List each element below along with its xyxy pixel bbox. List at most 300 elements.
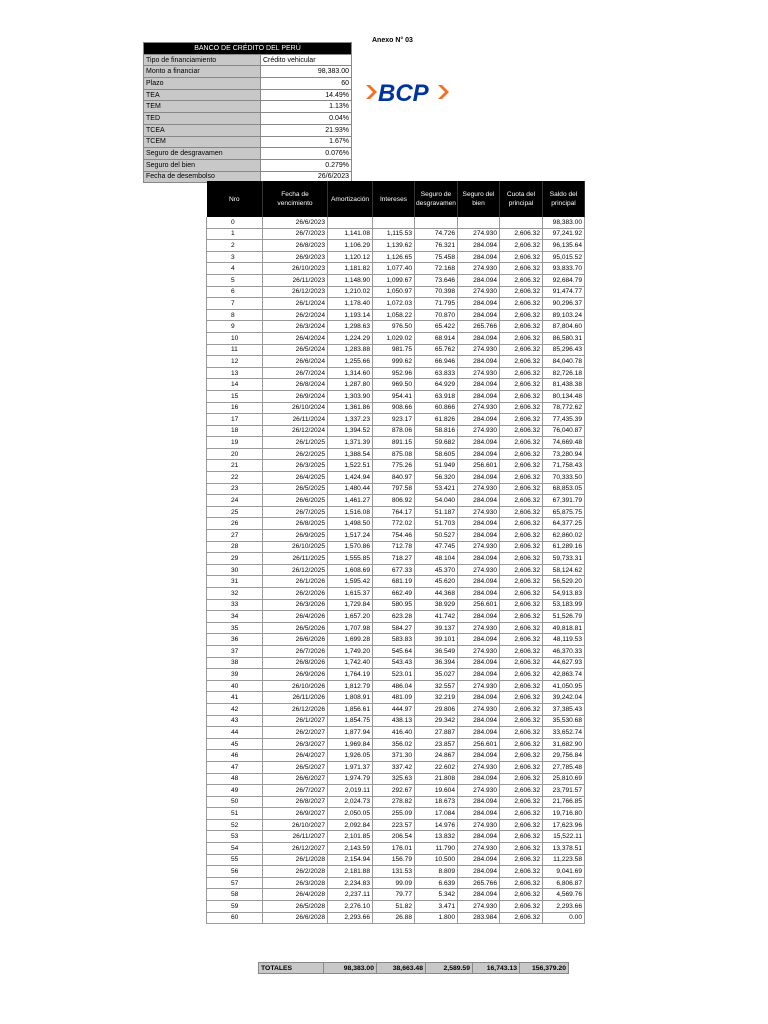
cell-interest: 976.50 bbox=[373, 321, 415, 333]
cell-balance: 67,391.79 bbox=[543, 495, 585, 507]
cell-installment: 2,606.32 bbox=[500, 541, 543, 553]
cell-due-date: 26/12/2024 bbox=[263, 425, 328, 437]
cell-balance: 49,818.81 bbox=[543, 622, 585, 634]
cell-nro: 60 bbox=[207, 912, 263, 924]
summary-row bbox=[144, 113, 352, 125]
cell-interest: 1,077.40 bbox=[373, 263, 415, 275]
table-row bbox=[207, 332, 585, 344]
cell-asset-insurance: 284.094 bbox=[458, 727, 500, 739]
cell-life-insurance: 36.394 bbox=[415, 657, 458, 669]
amortization-schedule bbox=[206, 181, 585, 924]
cell-due-date: 26/2/2026 bbox=[263, 588, 328, 600]
table-row bbox=[207, 564, 585, 576]
cell-nro: 13 bbox=[207, 367, 263, 379]
cell-installment: 2,606.32 bbox=[500, 634, 543, 646]
cell-asset-insurance: 256.601 bbox=[458, 738, 500, 750]
cell-life-insurance: 71.795 bbox=[415, 298, 458, 310]
cell-installment: 2,606.32 bbox=[500, 599, 543, 611]
cell-interest: 176.01 bbox=[373, 843, 415, 855]
cell-amortization: 1,210.02 bbox=[328, 286, 373, 298]
cell-life-insurance: 48.104 bbox=[415, 553, 458, 565]
cell-asset-insurance: 274.930 bbox=[458, 541, 500, 553]
cell-life-insurance: 61.826 bbox=[415, 414, 458, 426]
summary-label: TED bbox=[144, 113, 261, 125]
cell-nro: 7 bbox=[207, 298, 263, 310]
cell-installment: 2,606.32 bbox=[500, 367, 543, 379]
summary-value: 21.93% bbox=[261, 124, 352, 136]
summary-value: 0.076% bbox=[261, 148, 352, 160]
cell-due-date: 26/4/2025 bbox=[263, 472, 328, 484]
cell-nro: 6 bbox=[207, 286, 263, 298]
cell-interest: 79.77 bbox=[373, 889, 415, 901]
cell-life-insurance: 27.887 bbox=[415, 727, 458, 739]
cell-asset-insurance bbox=[458, 217, 500, 228]
cell-installment: 2,606.32 bbox=[500, 240, 543, 252]
cell-interest: 677.33 bbox=[373, 564, 415, 576]
cell-installment: 2,606.32 bbox=[500, 912, 543, 924]
cell-asset-insurance: 284.094 bbox=[458, 611, 500, 623]
cell-life-insurance: 32.557 bbox=[415, 680, 458, 692]
table-row bbox=[207, 669, 585, 681]
cell-life-insurance: 70.870 bbox=[415, 309, 458, 321]
cell-asset-insurance: 284.094 bbox=[458, 773, 500, 785]
cell-installment: 2,606.32 bbox=[500, 506, 543, 518]
cell-nro: 40 bbox=[207, 680, 263, 692]
cell-asset-insurance: 284.094 bbox=[458, 588, 500, 600]
cell-nro: 19 bbox=[207, 437, 263, 449]
cell-balance: 11,223.58 bbox=[543, 854, 585, 866]
cell-life-insurance: 45.370 bbox=[415, 564, 458, 576]
cell-balance: 91,474.77 bbox=[543, 286, 585, 298]
cell-due-date: 26/4/2028 bbox=[263, 889, 328, 901]
cell-amortization: 1,657.20 bbox=[328, 611, 373, 623]
cell-asset-insurance: 274.930 bbox=[458, 843, 500, 855]
cell-installment: 2,606.32 bbox=[500, 298, 543, 310]
cell-amortization: 1,971.37 bbox=[328, 761, 373, 773]
cell-life-insurance: 23.857 bbox=[415, 738, 458, 750]
cell-life-insurance: 29.806 bbox=[415, 703, 458, 715]
cell-amortization: 1,120.12 bbox=[328, 251, 373, 263]
cell-balance: 2,293.66 bbox=[543, 901, 585, 913]
cell-interest: 1,058.22 bbox=[373, 309, 415, 321]
summary-value: Crédito vehicular bbox=[261, 54, 352, 66]
cell-interest: 51.82 bbox=[373, 901, 415, 913]
cell-installment: 2,606.32 bbox=[500, 808, 543, 820]
cell-life-insurance: 18.673 bbox=[415, 796, 458, 808]
cell-asset-insurance: 256.601 bbox=[458, 599, 500, 611]
cell-interest: 797.58 bbox=[373, 483, 415, 495]
cell-asset-insurance: 265.766 bbox=[458, 877, 500, 889]
logo-left-chevron-icon bbox=[366, 85, 377, 99]
table-row bbox=[207, 217, 585, 228]
logo-text: BCP bbox=[378, 80, 429, 107]
cell-amortization: 1,595.42 bbox=[328, 576, 373, 588]
table-row bbox=[207, 495, 585, 507]
cell-nro: 20 bbox=[207, 448, 263, 460]
cell-balance: 13,378.51 bbox=[543, 843, 585, 855]
table-row bbox=[207, 274, 585, 286]
cell-balance: 54,913.83 bbox=[543, 588, 585, 600]
cell-balance: 86,580.31 bbox=[543, 332, 585, 344]
cell-due-date: 26/12/2023 bbox=[263, 286, 328, 298]
cell-interest: 278.82 bbox=[373, 796, 415, 808]
cell-interest: 584.27 bbox=[373, 622, 415, 634]
cell-balance: 37,385.43 bbox=[543, 703, 585, 715]
cell-nro: 16 bbox=[207, 402, 263, 414]
cell-balance: 77,435.39 bbox=[543, 414, 585, 426]
cell-asset-insurance: 284.094 bbox=[458, 576, 500, 588]
cell-amortization: 1,224.29 bbox=[328, 332, 373, 344]
cell-interest: 981.75 bbox=[373, 344, 415, 356]
cell-balance: 73,280.94 bbox=[543, 448, 585, 460]
cell-amortization: 1,394.52 bbox=[328, 425, 373, 437]
table-row bbox=[207, 692, 585, 704]
cell-life-insurance: 56.320 bbox=[415, 472, 458, 484]
cell-amortization: 1,303.90 bbox=[328, 390, 373, 402]
cell-asset-insurance: 274.930 bbox=[458, 483, 500, 495]
cell-life-insurance: 24.867 bbox=[415, 750, 458, 762]
cell-asset-insurance: 284.094 bbox=[458, 866, 500, 878]
cell-due-date: 26/9/2024 bbox=[263, 390, 328, 402]
summary-label: Plazo bbox=[144, 78, 261, 90]
cell-life-insurance: 51.949 bbox=[415, 460, 458, 472]
cell-nro: 54 bbox=[207, 843, 263, 855]
cell-due-date: 26/2/2027 bbox=[263, 727, 328, 739]
table-row bbox=[207, 588, 585, 600]
cell-amortization: 1,148.90 bbox=[328, 274, 373, 286]
cell-life-insurance: 17.084 bbox=[415, 808, 458, 820]
cell-life-insurance: 22.602 bbox=[415, 761, 458, 773]
summary-row bbox=[144, 78, 352, 90]
cell-nro: 50 bbox=[207, 796, 263, 808]
cell-nro: 48 bbox=[207, 773, 263, 785]
table-row bbox=[207, 599, 585, 611]
cell-interest: 891.15 bbox=[373, 437, 415, 449]
cell-installment: 2,606.32 bbox=[500, 437, 543, 449]
cell-asset-insurance: 274.930 bbox=[458, 425, 500, 437]
cell-life-insurance: 3.471 bbox=[415, 901, 458, 913]
cell-balance: 56,529.20 bbox=[543, 576, 585, 588]
cell-balance: 97,241.92 bbox=[543, 228, 585, 240]
cell-installment: 2,606.32 bbox=[500, 866, 543, 878]
annex-label: Anexo N° 03 bbox=[372, 37, 413, 44]
cell-nro: 37 bbox=[207, 645, 263, 657]
cell-interest: 444.97 bbox=[373, 703, 415, 715]
cell-balance: 0.00 bbox=[543, 912, 585, 924]
cell-amortization: 2,293.66 bbox=[328, 912, 373, 924]
table-header-row bbox=[207, 181, 585, 217]
cell-interest: 371.30 bbox=[373, 750, 415, 762]
cell-due-date: 26/5/2025 bbox=[263, 483, 328, 495]
cell-life-insurance: 6.639 bbox=[415, 877, 458, 889]
cell-due-date: 26/12/2025 bbox=[263, 564, 328, 576]
cell-nro: 42 bbox=[207, 703, 263, 715]
cell-life-insurance: 75.458 bbox=[415, 251, 458, 263]
header-due-date: Fecha de vencimiento bbox=[263, 181, 328, 217]
table-row bbox=[207, 854, 585, 866]
cell-amortization: 2,237.11 bbox=[328, 889, 373, 901]
table-row bbox=[207, 530, 585, 542]
cell-asset-insurance: 274.930 bbox=[458, 506, 500, 518]
cell-amortization: 1,141.08 bbox=[328, 228, 373, 240]
cell-interest: 580.95 bbox=[373, 599, 415, 611]
cell-nro: 10 bbox=[207, 332, 263, 344]
table-row bbox=[207, 715, 585, 727]
table-row bbox=[207, 553, 585, 565]
cell-due-date: 26/10/2027 bbox=[263, 819, 328, 831]
cell-asset-insurance: 274.930 bbox=[458, 402, 500, 414]
cell-asset-insurance: 284.094 bbox=[458, 309, 500, 321]
cell-asset-insurance: 274.930 bbox=[458, 344, 500, 356]
cell-amortization: 1,193.14 bbox=[328, 309, 373, 321]
cell-nro: 44 bbox=[207, 727, 263, 739]
cell-installment: 2,606.32 bbox=[500, 657, 543, 669]
cell-asset-insurance: 256.601 bbox=[458, 460, 500, 472]
cell-amortization: 1,424.94 bbox=[328, 472, 373, 484]
cell-life-insurance bbox=[415, 217, 458, 228]
cell-asset-insurance: 274.930 bbox=[458, 622, 500, 634]
cell-nro: 47 bbox=[207, 761, 263, 773]
cell-life-insurance: 47.745 bbox=[415, 541, 458, 553]
cell-balance: 95,015.52 bbox=[543, 251, 585, 263]
summary-row bbox=[144, 148, 352, 160]
cell-interest: 325.63 bbox=[373, 773, 415, 785]
total-interest: 38,663.48 bbox=[377, 963, 426, 974]
totals-table bbox=[258, 962, 569, 974]
summary-label: Seguro del bien bbox=[144, 159, 261, 171]
summary-label: Monto a financiar bbox=[144, 66, 261, 78]
cell-nro: 14 bbox=[207, 379, 263, 391]
summary-row bbox=[144, 124, 352, 136]
cell-due-date: 26/1/2024 bbox=[263, 298, 328, 310]
cell-installment: 2,606.32 bbox=[500, 645, 543, 657]
cell-balance: 35,530.68 bbox=[543, 715, 585, 727]
cell-interest: 681.19 bbox=[373, 576, 415, 588]
cell-balance: 39,242.04 bbox=[543, 692, 585, 704]
cell-nro: 45 bbox=[207, 738, 263, 750]
cell-balance: 70,333.50 bbox=[543, 472, 585, 484]
cell-installment: 2,606.32 bbox=[500, 274, 543, 286]
cell-interest: 840.97 bbox=[373, 472, 415, 484]
table-row bbox=[207, 843, 585, 855]
table-row bbox=[207, 344, 585, 356]
cell-amortization: 1,298.63 bbox=[328, 321, 373, 333]
cell-amortization: 1,699.28 bbox=[328, 634, 373, 646]
cell-balance: 25,810.69 bbox=[543, 773, 585, 785]
cell-asset-insurance: 274.930 bbox=[458, 901, 500, 913]
cell-amortization: 1,498.50 bbox=[328, 518, 373, 530]
table-row bbox=[207, 414, 585, 426]
summary-label: Fecha de desembolso bbox=[144, 171, 261, 183]
cell-life-insurance: 70.398 bbox=[415, 286, 458, 298]
cell-installment: 2,606.32 bbox=[500, 483, 543, 495]
amortization-table bbox=[206, 181, 585, 924]
cell-due-date: 26/3/2025 bbox=[263, 460, 328, 472]
cell-nro: 34 bbox=[207, 611, 263, 623]
cell-nro: 28 bbox=[207, 541, 263, 553]
table-row bbox=[207, 321, 585, 333]
cell-asset-insurance: 284.094 bbox=[458, 889, 500, 901]
cell-amortization: 1,608.69 bbox=[328, 564, 373, 576]
cell-amortization: 1,480.44 bbox=[328, 483, 373, 495]
cell-balance: 29,756.84 bbox=[543, 750, 585, 762]
cell-interest: 878.06 bbox=[373, 425, 415, 437]
cell-due-date: 26/2/2025 bbox=[263, 448, 328, 460]
cell-interest: 754.46 bbox=[373, 530, 415, 542]
cell-due-date: 26/12/2027 bbox=[263, 843, 328, 855]
cell-due-date: 26/7/2023 bbox=[263, 228, 328, 240]
cell-amortization: 1,764.19 bbox=[328, 669, 373, 681]
cell-amortization: 1,749.20 bbox=[328, 645, 373, 657]
bank-name-title: BANCO DE CRÉDITO DEL PERÚ bbox=[144, 43, 352, 55]
cell-nro: 55 bbox=[207, 854, 263, 866]
cell-asset-insurance: 283.984 bbox=[458, 912, 500, 924]
cell-amortization: 1,707.98 bbox=[328, 622, 373, 634]
logo-right-chevron-icon bbox=[438, 85, 449, 99]
cell-asset-insurance: 284.094 bbox=[458, 251, 500, 263]
table-row bbox=[207, 251, 585, 263]
cell-interest: 223.57 bbox=[373, 819, 415, 831]
cell-nro: 52 bbox=[207, 819, 263, 831]
cell-due-date: 26/6/2024 bbox=[263, 356, 328, 368]
cell-life-insurance: 11.790 bbox=[415, 843, 458, 855]
cell-installment: 2,606.32 bbox=[500, 518, 543, 530]
cell-due-date: 26/3/2024 bbox=[263, 321, 328, 333]
cell-installment: 2,606.32 bbox=[500, 356, 543, 368]
cell-installment: 2,606.32 bbox=[500, 785, 543, 797]
cell-due-date: 26/7/2024 bbox=[263, 367, 328, 379]
cell-interest: 1,115.53 bbox=[373, 228, 415, 240]
cell-due-date: 26/11/2026 bbox=[263, 692, 328, 704]
total-installments: 156,379.20 bbox=[520, 963, 569, 974]
summary-row bbox=[144, 54, 352, 66]
cell-asset-insurance: 284.094 bbox=[458, 379, 500, 391]
cell-asset-insurance: 284.094 bbox=[458, 356, 500, 368]
cell-amortization: 2,019.11 bbox=[328, 785, 373, 797]
table-row bbox=[207, 576, 585, 588]
cell-life-insurance: 14.976 bbox=[415, 819, 458, 831]
cell-balance: 62,860.02 bbox=[543, 530, 585, 542]
cell-nro: 15 bbox=[207, 390, 263, 402]
cell-due-date: 26/1/2027 bbox=[263, 715, 328, 727]
cell-interest: 255.09 bbox=[373, 808, 415, 820]
cell-asset-insurance: 274.930 bbox=[458, 263, 500, 275]
cell-nro: 25 bbox=[207, 506, 263, 518]
cell-due-date: 26/8/2026 bbox=[263, 657, 328, 669]
cell-life-insurance: 32.219 bbox=[415, 692, 458, 704]
cell-due-date: 26/9/2023 bbox=[263, 251, 328, 263]
cell-nro: 32 bbox=[207, 588, 263, 600]
cell-nro: 23 bbox=[207, 483, 263, 495]
cell-life-insurance: 63.918 bbox=[415, 390, 458, 402]
table-row bbox=[207, 263, 585, 275]
cell-due-date: 26/11/2027 bbox=[263, 831, 328, 843]
cell-nro: 26 bbox=[207, 518, 263, 530]
cell-due-date: 26/6/2025 bbox=[263, 495, 328, 507]
cell-asset-insurance: 284.094 bbox=[458, 437, 500, 449]
cell-asset-insurance: 284.094 bbox=[458, 448, 500, 460]
table-row bbox=[207, 483, 585, 495]
cell-interest: 523.01 bbox=[373, 669, 415, 681]
cell-due-date: 26/11/2025 bbox=[263, 553, 328, 565]
bcp-logo-graphic bbox=[364, 76, 454, 108]
cell-balance: 31,682.90 bbox=[543, 738, 585, 750]
table-row bbox=[207, 785, 585, 797]
cell-amortization: 1,517.24 bbox=[328, 530, 373, 542]
cell-interest: 908.66 bbox=[373, 402, 415, 414]
summary-row bbox=[144, 101, 352, 113]
cell-life-insurance: 10.500 bbox=[415, 854, 458, 866]
cell-installment: 2,606.32 bbox=[500, 843, 543, 855]
cell-installment: 2,606.32 bbox=[500, 263, 543, 275]
cell-amortization: 1,287.80 bbox=[328, 379, 373, 391]
cell-balance: 44,627.93 bbox=[543, 657, 585, 669]
cell-nro: 51 bbox=[207, 808, 263, 820]
cell-installment: 2,606.32 bbox=[500, 425, 543, 437]
cell-life-insurance: 45.620 bbox=[415, 576, 458, 588]
cell-nro: 58 bbox=[207, 889, 263, 901]
cell-installment: 2,606.32 bbox=[500, 472, 543, 484]
cell-balance: 82,726.18 bbox=[543, 367, 585, 379]
cell-amortization: 1,856.61 bbox=[328, 703, 373, 715]
cell-life-insurance: 76.321 bbox=[415, 240, 458, 252]
cell-installment: 2,606.32 bbox=[500, 576, 543, 588]
cell-life-insurance: 21.808 bbox=[415, 773, 458, 785]
cell-interest bbox=[373, 217, 415, 228]
summary-label: TCEM bbox=[144, 136, 261, 148]
cell-interest: 1,050.97 bbox=[373, 286, 415, 298]
cell-due-date: 26/9/2025 bbox=[263, 530, 328, 542]
cell-balance: 59,733.31 bbox=[543, 553, 585, 565]
cell-interest: 1,139.62 bbox=[373, 240, 415, 252]
cell-installment: 2,606.32 bbox=[500, 901, 543, 913]
cell-installment: 2,606.32 bbox=[500, 727, 543, 739]
cell-interest: 156.79 bbox=[373, 854, 415, 866]
cell-asset-insurance: 274.930 bbox=[458, 228, 500, 240]
cell-amortization: 2,143.59 bbox=[328, 843, 373, 855]
cell-due-date: 26/5/2026 bbox=[263, 622, 328, 634]
cell-due-date: 26/10/2026 bbox=[263, 680, 328, 692]
cell-amortization: 1,615.37 bbox=[328, 588, 373, 600]
summary-value: 0.279% bbox=[261, 159, 352, 171]
table-row bbox=[207, 286, 585, 298]
cell-installment: 2,606.32 bbox=[500, 286, 543, 298]
cell-balance: 84,040.78 bbox=[543, 356, 585, 368]
cell-amortization: 1,106.29 bbox=[328, 240, 373, 252]
cell-asset-insurance: 284.094 bbox=[458, 298, 500, 310]
cell-amortization: 1,926.05 bbox=[328, 750, 373, 762]
cell-nro: 4 bbox=[207, 263, 263, 275]
table-row bbox=[207, 611, 585, 623]
cell-balance: 68,853.05 bbox=[543, 483, 585, 495]
cell-amortization: 1,969.84 bbox=[328, 738, 373, 750]
cell-due-date: 26/3/2028 bbox=[263, 877, 328, 889]
cell-life-insurance: 65.422 bbox=[415, 321, 458, 333]
bcp-logo bbox=[364, 76, 454, 113]
summary-title-row bbox=[144, 43, 352, 55]
cell-amortization: 1,555.85 bbox=[328, 553, 373, 565]
cell-amortization: 1,461.27 bbox=[328, 495, 373, 507]
cell-life-insurance: 44.368 bbox=[415, 588, 458, 600]
cell-due-date: 26/1/2026 bbox=[263, 576, 328, 588]
table-row bbox=[207, 703, 585, 715]
cell-installment: 2,606.32 bbox=[500, 332, 543, 344]
cell-life-insurance: 36.549 bbox=[415, 645, 458, 657]
cell-life-insurance: 65.762 bbox=[415, 344, 458, 356]
cell-balance: 74,669.48 bbox=[543, 437, 585, 449]
cell-interest: 486.04 bbox=[373, 680, 415, 692]
cell-interest: 923.17 bbox=[373, 414, 415, 426]
